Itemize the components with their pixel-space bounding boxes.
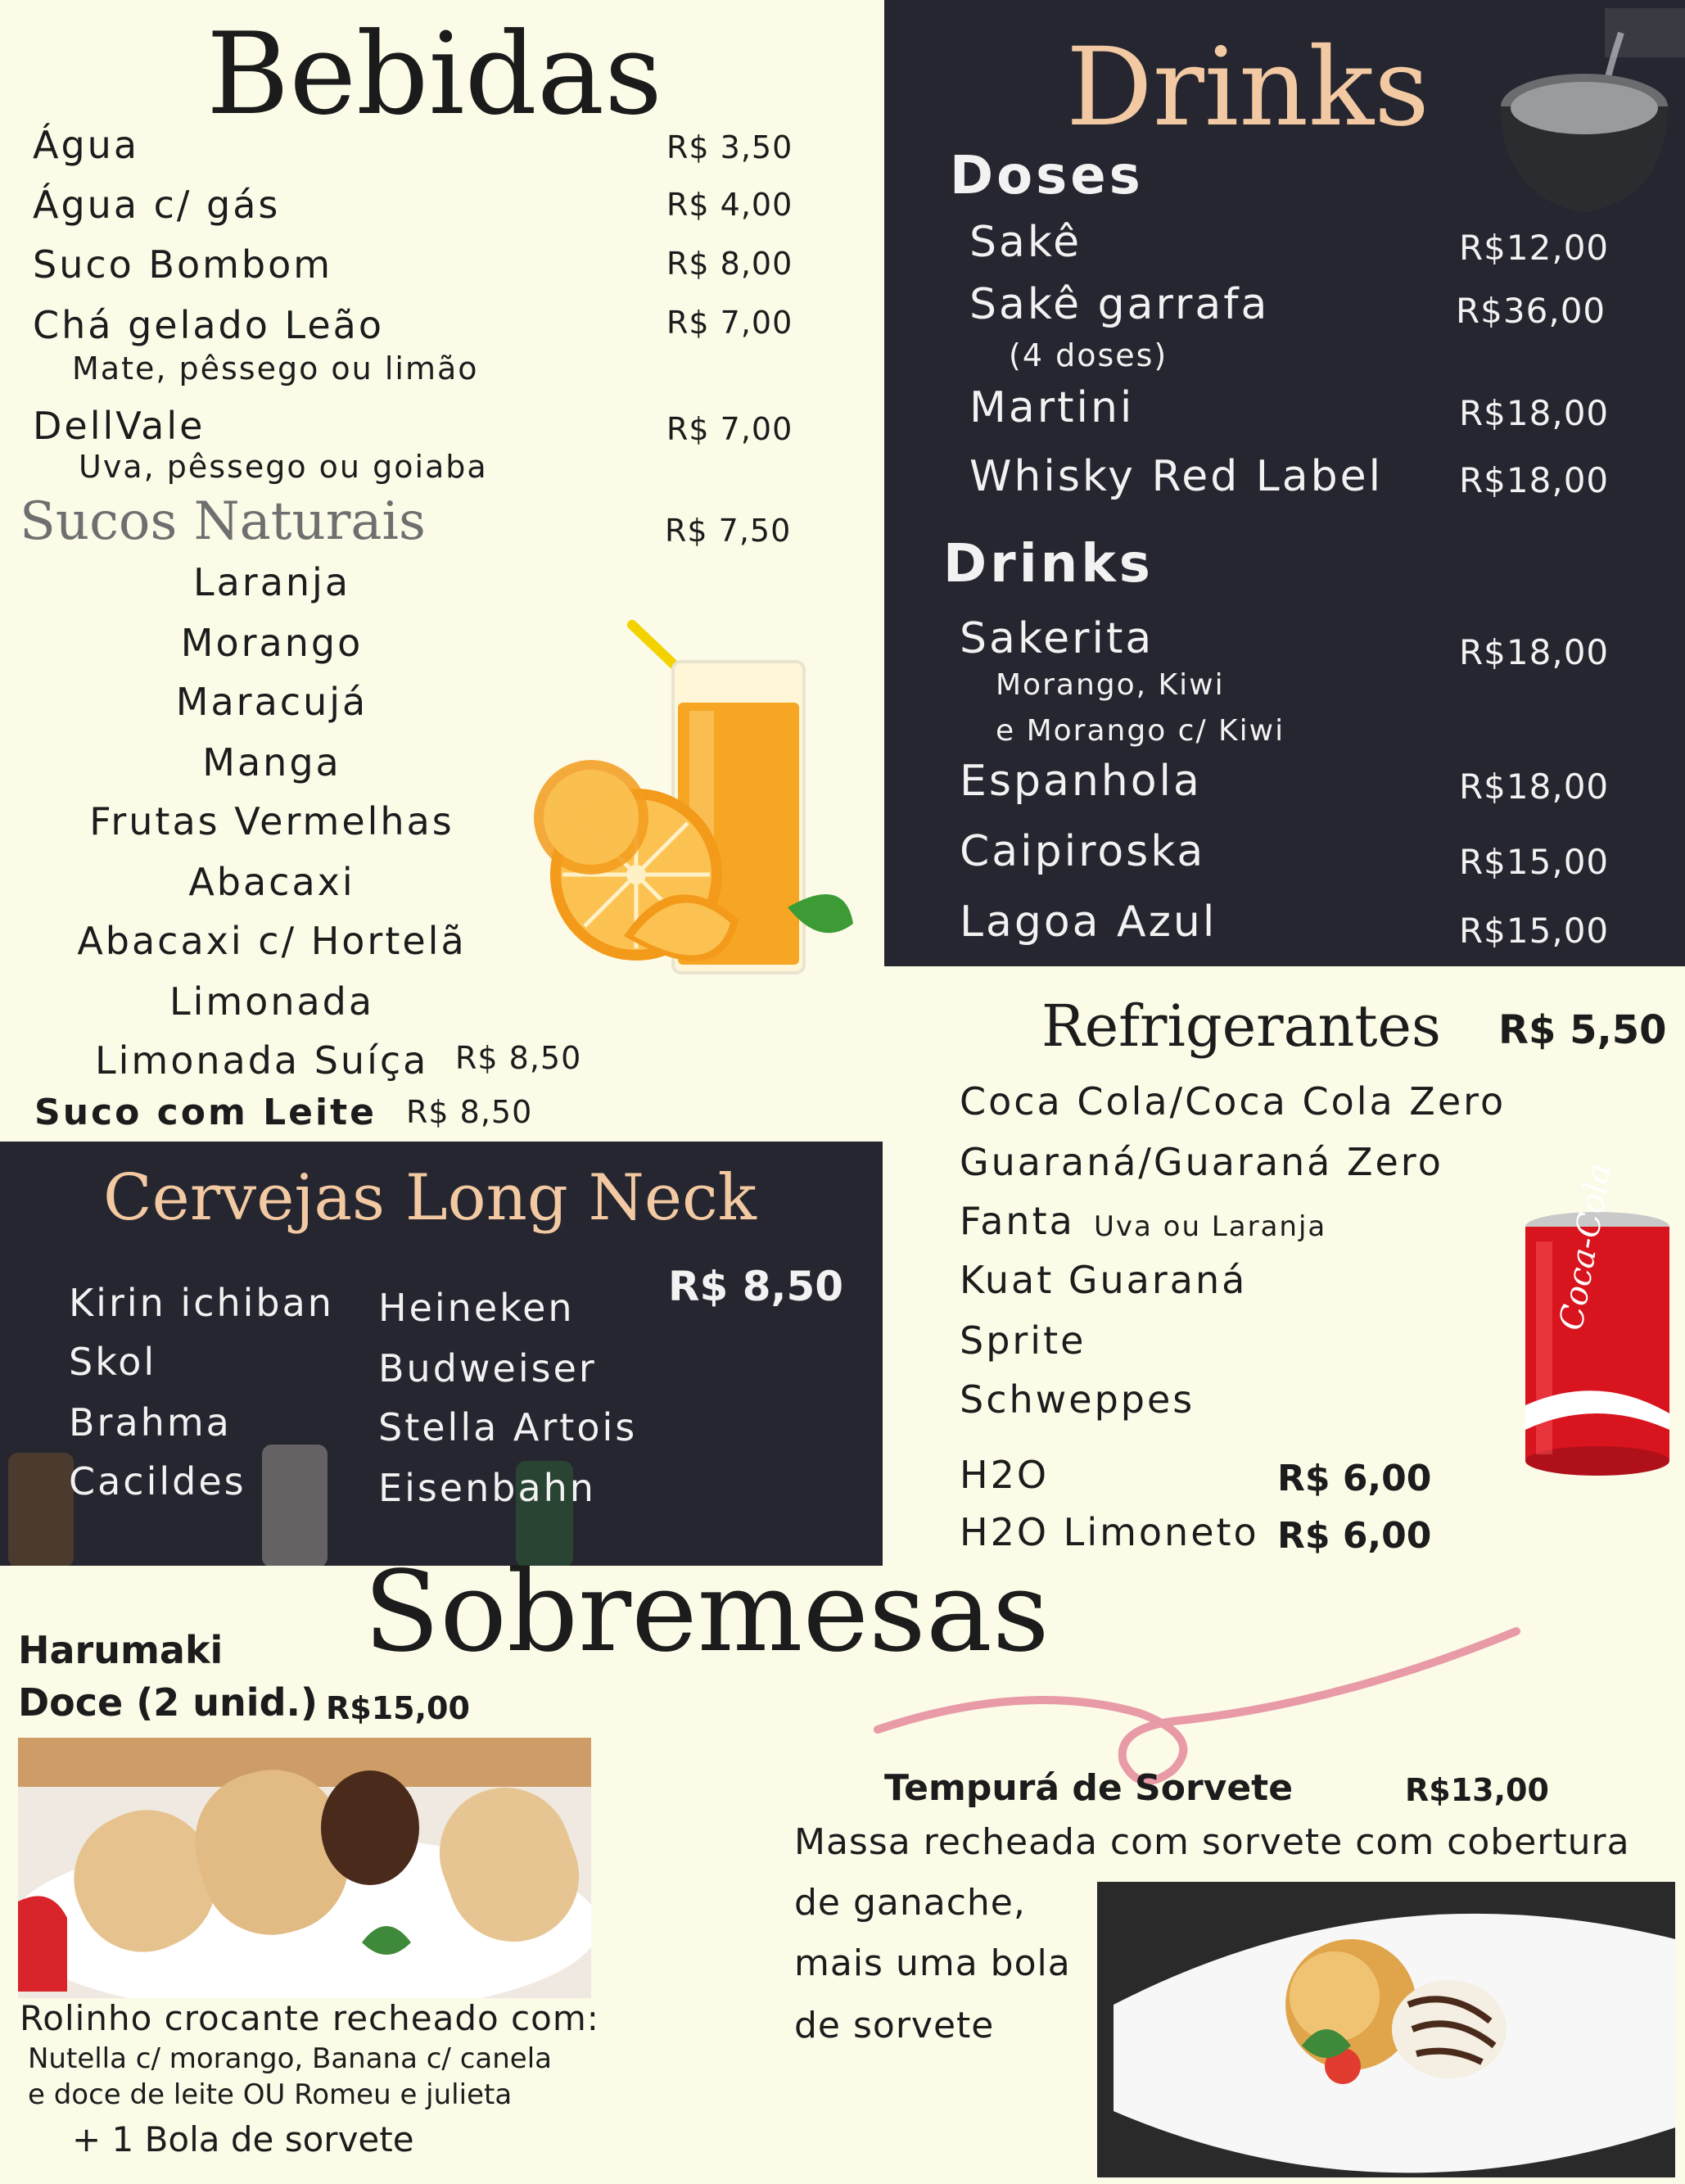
dose-sake: Sakê	[969, 218, 1082, 267]
bebida-cha-gelado-note: Mate, pêssego ou limão	[72, 350, 479, 387]
tempura-desc3: mais uma bola	[794, 1942, 1071, 1984]
tempura-desc1: Massa recheada com sorvete com cobertura	[794, 1821, 1630, 1863]
cerveja-item: Eisenbahn	[378, 1466, 596, 1510]
refri-h2o-limoneto: H2O Limoneto	[960, 1510, 1259, 1554]
harumaki-line2: Doce (2 unid.)	[18, 1680, 318, 1725]
coca-cola-logo-text: Coca-Cola	[1552, 1160, 1619, 1333]
pink-swirl-decoration	[870, 1623, 1525, 1787]
drink-caipiroska-price: R$15,00	[1459, 842, 1610, 882]
refrigerantes-price: R$ 5,50	[1498, 1007, 1667, 1053]
bebida-suco-bombom: Suco Bombom	[33, 242, 333, 287]
sake-cup-image	[1482, 8, 1685, 213]
drinks-title: Drinks	[1066, 25, 1430, 151]
cerveja-item: Kirin ichiban	[69, 1281, 334, 1325]
limonada-suica-price: R$ 8,50	[455, 1040, 582, 1076]
refri-h2o: H2O	[960, 1453, 1050, 1497]
drink-sakerita-note2: e Morango c/ Kiwi	[996, 714, 1285, 748]
drink-lagoa-azul: Lagoa Azul	[960, 898, 1217, 947]
refrigerantes-panel	[884, 966, 1675, 1566]
drink-sakerita-note1: Morango, Kiwi	[996, 668, 1225, 702]
suco-item: Frutas Vermelhas	[89, 799, 454, 843]
refri-fanta-note: Uva ou Laranja	[1094, 1210, 1327, 1243]
dose-whisky: Whisky Red Label	[969, 452, 1384, 501]
bebidas-panel	[10, 7, 884, 1137]
sobremesas-title: Sobremesas	[364, 1548, 1050, 1677]
cerveja-item: Heineken	[378, 1286, 575, 1330]
suco-item: Abacaxi	[188, 860, 355, 904]
tempura-desc4: de sorvete	[794, 2005, 995, 2046]
suco-com-leite-price: R$ 8,50	[406, 1094, 533, 1130]
suco-com-leite: Suco com Leite	[34, 1092, 377, 1133]
limonada-suica: Limonada Suíça	[95, 1038, 429, 1083]
doses-title: Doses	[950, 146, 1144, 206]
cerveja-item: Cacildes	[69, 1459, 246, 1503]
suco-item: Laranja	[192, 560, 351, 604]
sucos-naturais-price: R$ 7,50	[665, 513, 792, 549]
drink-sakerita-price: R$18,00	[1459, 632, 1610, 672]
harumaki-photo	[18, 1738, 591, 1998]
sucos-naturais-title: Sucos Naturais	[20, 491, 426, 552]
harumaki-desc3: e doce de leite OU Romeu e julieta	[28, 2078, 513, 2111]
sobremesas-panel	[10, 1548, 1675, 2177]
bebida-cha-gelado: Chá gelado Leão	[33, 303, 384, 347]
bebida-agua: Água	[33, 123, 140, 167]
drink-lagoa-azul-price: R$15,00	[1459, 911, 1610, 951]
cerveja-item: Budweiser	[378, 1346, 597, 1390]
dose-martini-price: R$18,00	[1459, 393, 1610, 433]
suco-item: Abacaxi c/ Hortelã	[77, 919, 467, 963]
harumaki-desc1: Rolinho crocante recheado com:	[20, 1998, 599, 2038]
refrigerantes-title: Refrigerantes	[1041, 993, 1441, 1060]
bebida-agua-gas-price: R$ 4,00	[666, 187, 793, 223]
cervejas-panel	[0, 1142, 883, 1566]
dose-martini: Martini	[969, 383, 1135, 432]
harumaki-desc2: Nutella c/ morango, Banana c/ canela	[28, 2042, 552, 2075]
bebida-agua-price: R$ 3,50	[666, 129, 793, 165]
cervejas-title: Cervejas Long Neck	[103, 1161, 757, 1235]
harumaki-line1: Harumaki	[18, 1628, 224, 1672]
drinks-subtitle: Drinks	[943, 534, 1154, 595]
bebidas-title: Bebidas	[206, 8, 662, 140]
dose-sake-garrafa: Sakê garrafa	[969, 280, 1270, 329]
tempura-name: Tempurá de Sorvete	[884, 1767, 1294, 1809]
refri-fanta: Fanta	[960, 1199, 1075, 1243]
tempura-photo	[1097, 1882, 1675, 2177]
bebida-dellvale-note: Uva, pêssego ou goiaba	[79, 449, 488, 485]
tempura-price: R$13,00	[1405, 1772, 1549, 1808]
bebida-suco-bombom-price: R$ 8,00	[666, 246, 793, 282]
dose-sake-price: R$12,00	[1459, 228, 1610, 268]
refri-h2o-price: R$ 6,00	[1277, 1458, 1432, 1499]
drink-caipiroska: Caipiroska	[960, 827, 1206, 876]
bebida-dellvale-price: R$ 7,00	[666, 411, 793, 447]
suco-item: Morango	[180, 621, 364, 665]
refri-item: Kuat Guaraná	[960, 1258, 1248, 1302]
dose-sake-garrafa-note: (4 doses)	[1009, 337, 1168, 373]
dose-whisky-price: R$18,00	[1459, 460, 1610, 500]
drinks-panel	[884, 0, 1685, 966]
refri-item: Guaraná/Guaraná Zero	[960, 1140, 1443, 1184]
bebida-cha-gelado-price: R$ 7,00	[666, 305, 793, 341]
drink-espanhola-price: R$18,00	[1459, 766, 1610, 807]
dose-sake-garrafa-price: R$36,00	[1456, 291, 1606, 331]
cerveja-item: Skol	[69, 1340, 157, 1384]
harumaki-price: R$15,00	[326, 1690, 470, 1726]
refri-item: Schweppes	[960, 1377, 1195, 1422]
drink-sakerita: Sakerita	[960, 614, 1154, 663]
tempura-desc2: de ganache,	[794, 1882, 1026, 1924]
bebida-agua-gas: Água c/ gás	[33, 183, 281, 227]
suco-item: Maracujá	[175, 680, 368, 724]
suco-item: Limonada	[169, 979, 375, 1024]
bebida-dellvale: DellVale	[33, 404, 206, 448]
harumaki-desc4: + 1 Bola de sorvete	[72, 2119, 414, 2159]
refri-item: Sprite	[960, 1318, 1086, 1363]
cerveja-item: Brahma	[69, 1400, 232, 1445]
drink-espanhola: Espanhola	[960, 757, 1202, 806]
cerveja-item: Stella Artois	[378, 1405, 638, 1449]
refri-item: Coca Cola/Coca Cola Zero	[960, 1079, 1507, 1124]
cervejas-price: R$ 8,50	[668, 1263, 844, 1310]
orange-juice-image	[517, 613, 878, 1022]
suco-item: Manga	[202, 740, 341, 785]
refri-h2o-limoneto-price: R$ 6,00	[1277, 1515, 1432, 1557]
